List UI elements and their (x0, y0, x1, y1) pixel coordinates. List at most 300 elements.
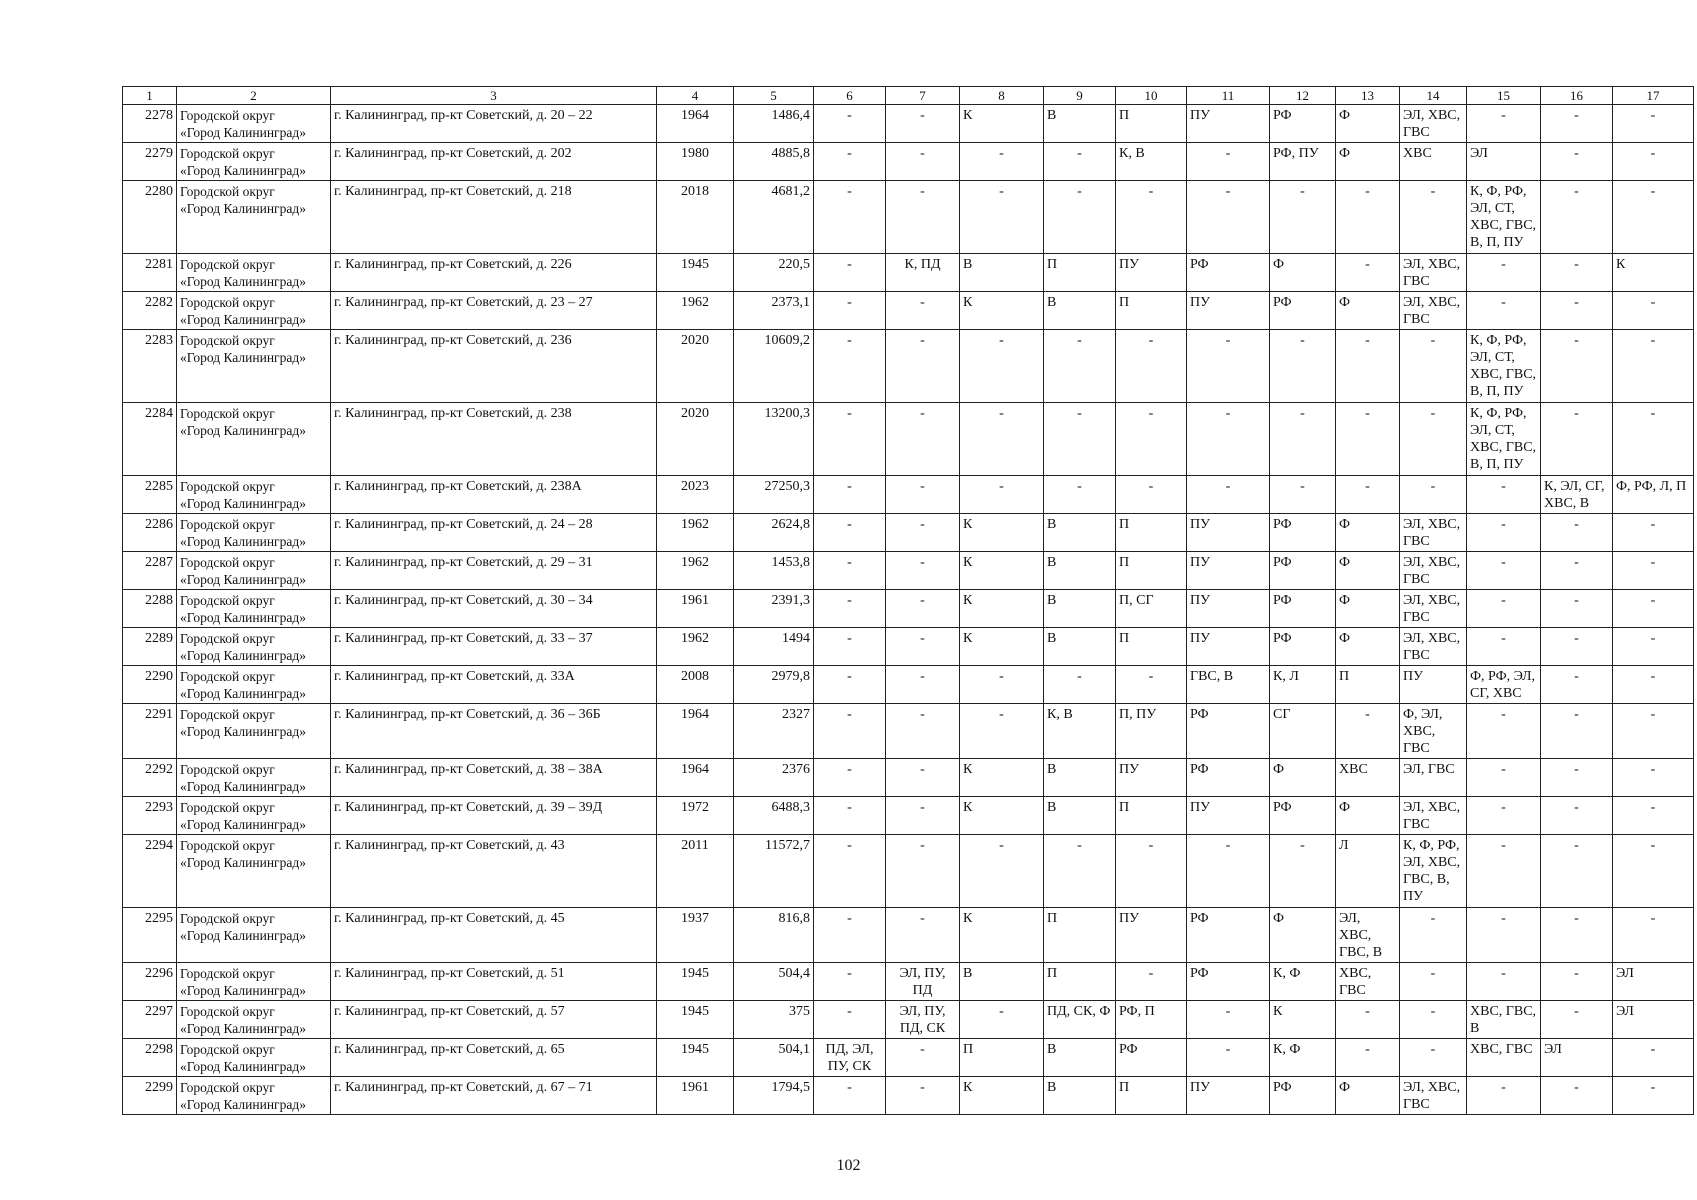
table-cell-col-2: Городской округ «Город Калининград» (177, 143, 331, 181)
column-header-11: 11 (1187, 87, 1270, 105)
table-cell-col-12: - (1270, 403, 1336, 476)
table-cell-col-3: г. Калининград, пр-кт Советский, д. 20 – 22 (331, 105, 657, 143)
table-cell-col-15: - (1467, 254, 1541, 292)
table-cell-col-4: 1937 (657, 908, 734, 963)
column-header-14: 14 (1400, 87, 1467, 105)
table-cell-col-3: г. Калининград, пр-кт Советский, д. 29 – 31 (331, 552, 657, 590)
table-cell-col-5: 2373,1 (734, 292, 814, 330)
table-cell-col-3: г. Калининград, пр-кт Советский, д. 67 – 71 (331, 1077, 657, 1115)
table-row (123, 759, 1694, 797)
table-cell-col-6: ПД, ЭЛ, ПУ, СК (814, 1039, 886, 1077)
table-cell-col-1: 2287 (123, 552, 177, 590)
table-row (123, 476, 1694, 514)
column-header-7: 7 (886, 87, 960, 105)
table-cell-col-14: ЭЛ, ХВС, ГВС (1400, 1077, 1467, 1115)
table-row (123, 254, 1694, 292)
table-cell-col-15: - (1467, 704, 1541, 759)
column-header-6: 6 (814, 87, 886, 105)
table-cell-col-15: К, Ф, РФ, ЭЛ, СТ, ХВС, ГВС, В, П, ПУ (1467, 181, 1541, 254)
table-row (123, 514, 1694, 552)
table-cell-col-11: - (1187, 1039, 1270, 1077)
table-cell-col-16: - (1541, 292, 1613, 330)
table-cell-col-6: - (814, 514, 886, 552)
table-cell-col-7: - (886, 514, 960, 552)
table-cell-col-1: 2289 (123, 628, 177, 666)
table-cell-col-13: Ф (1336, 292, 1400, 330)
table-cell-col-10: - (1116, 181, 1187, 254)
table-cell-col-9: - (1044, 835, 1116, 908)
table-cell-col-15: - (1467, 835, 1541, 908)
table-cell-col-17: - (1613, 552, 1694, 590)
table-cell-col-10: П (1116, 105, 1187, 143)
table-cell-col-5: 2979,8 (734, 666, 814, 704)
table-cell-col-17: - (1613, 514, 1694, 552)
table-row (123, 797, 1694, 835)
table-cell-col-7: - (886, 181, 960, 254)
table-cell-col-17: - (1613, 330, 1694, 403)
table-cell-col-1: 2294 (123, 835, 177, 908)
table-cell-col-12: К, Л (1270, 666, 1336, 704)
table-cell-col-1: 2291 (123, 704, 177, 759)
table-cell-col-10: РФ (1116, 1039, 1187, 1077)
table-cell-col-9: В (1044, 590, 1116, 628)
column-header-1: 1 (123, 87, 177, 105)
table-cell-col-8: - (960, 1001, 1044, 1039)
table-cell-col-15: К, Ф, РФ, ЭЛ, СТ, ХВС, ГВС, В, П, ПУ (1467, 330, 1541, 403)
table-cell-col-10: ПУ (1116, 759, 1187, 797)
column-header-16: 16 (1541, 87, 1613, 105)
table-cell-col-4: 1972 (657, 797, 734, 835)
table-cell-col-2: Городской округ «Город Калининград» (177, 292, 331, 330)
table-cell-col-4: 1962 (657, 628, 734, 666)
table-cell-col-12: РФ (1270, 514, 1336, 552)
table-cell-col-7: - (886, 835, 960, 908)
table-cell-col-13: Ф (1336, 590, 1400, 628)
table-cell-col-4: 1964 (657, 105, 734, 143)
table-cell-col-15: ЭЛ (1467, 143, 1541, 181)
table-cell-col-17: - (1613, 628, 1694, 666)
table-cell-col-4: 1945 (657, 1039, 734, 1077)
table-row (123, 1039, 1694, 1077)
table-cell-col-8: К (960, 1077, 1044, 1115)
column-header-9: 9 (1044, 87, 1116, 105)
table-cell-col-16: - (1541, 759, 1613, 797)
table-cell-col-14: ЭЛ, ХВС, ГВС (1400, 590, 1467, 628)
table-cell-col-16: - (1541, 963, 1613, 1001)
table-cell-col-8: К (960, 908, 1044, 963)
table-cell-col-8: - (960, 476, 1044, 514)
table-cell-col-11: РФ (1187, 254, 1270, 292)
table-cell-col-15: - (1467, 797, 1541, 835)
table-row (123, 963, 1694, 1001)
table-cell-col-14: ЭЛ, ХВС, ГВС (1400, 105, 1467, 143)
table-cell-col-7: - (886, 552, 960, 590)
table-cell-col-11: РФ (1187, 963, 1270, 1001)
table-cell-col-16: - (1541, 1001, 1613, 1039)
table-cell-col-1: 2292 (123, 759, 177, 797)
table-cell-col-10: К, В (1116, 143, 1187, 181)
table-cell-col-9: К, В (1044, 704, 1116, 759)
table-cell-col-9: - (1044, 181, 1116, 254)
table-cell-col-2: Городской округ «Город Калининград» (177, 759, 331, 797)
table-cell-col-7: ЭЛ, ПУ, ПД (886, 963, 960, 1001)
table-cell-col-7: - (886, 759, 960, 797)
table-cell-col-5: 1794,5 (734, 1077, 814, 1115)
table-cell-col-8: К (960, 514, 1044, 552)
table-cell-col-9: П (1044, 963, 1116, 1001)
table-cell-col-14: ЭЛ, ГВС (1400, 759, 1467, 797)
table-cell-col-6: - (814, 1077, 886, 1115)
table-cell-col-6: - (814, 181, 886, 254)
table-cell-col-13: - (1336, 254, 1400, 292)
table-cell-col-13: Ф (1336, 105, 1400, 143)
table-cell-col-14: - (1400, 908, 1467, 963)
table-cell-col-1: 2298 (123, 1039, 177, 1077)
table-cell-col-2: Городской округ «Город Калининград» (177, 254, 331, 292)
table-row (123, 1077, 1694, 1115)
table-cell-col-3: г. Калининград, пр-кт Советский, д. 45 (331, 908, 657, 963)
table-cell-col-4: 2020 (657, 330, 734, 403)
table-cell-col-12: РФ (1270, 590, 1336, 628)
column-header-4: 4 (657, 87, 734, 105)
table-cell-col-3: г. Калининград, пр-кт Советский, д. 30 – 34 (331, 590, 657, 628)
table-cell-col-9: П (1044, 254, 1116, 292)
table-cell-col-13: - (1336, 704, 1400, 759)
table-cell-col-17: - (1613, 908, 1694, 963)
table-cell-col-16: - (1541, 181, 1613, 254)
table-row (123, 835, 1694, 908)
table-cell-col-10: ПУ (1116, 254, 1187, 292)
table-cell-col-10: П (1116, 552, 1187, 590)
table-cell-col-9: В (1044, 514, 1116, 552)
table-cell-col-6: - (814, 628, 886, 666)
table-cell-col-12: - (1270, 330, 1336, 403)
table-cell-col-6: - (814, 143, 886, 181)
table-cell-col-3: г. Калининград, пр-кт Советский, д. 65 (331, 1039, 657, 1077)
column-header-10: 10 (1116, 87, 1187, 105)
table-cell-col-17: - (1613, 666, 1694, 704)
table-cell-col-2: Городской округ «Город Калининград» (177, 476, 331, 514)
table-cell-col-15: - (1467, 292, 1541, 330)
table-cell-col-7: - (886, 908, 960, 963)
table-cell-col-4: 1964 (657, 704, 734, 759)
table-cell-col-3: г. Калининград, пр-кт Советский, д. 202 (331, 143, 657, 181)
table-cell-col-13: Ф (1336, 1077, 1400, 1115)
table-cell-col-14: - (1400, 963, 1467, 1001)
table-cell-col-6: - (814, 704, 886, 759)
table-cell-col-4: 2018 (657, 181, 734, 254)
table-cell-col-12: РФ (1270, 105, 1336, 143)
table-cell-col-4: 1962 (657, 552, 734, 590)
table-cell-col-14: - (1400, 330, 1467, 403)
table-cell-col-14: - (1400, 1001, 1467, 1039)
table-cell-col-16: - (1541, 330, 1613, 403)
table-cell-col-15: - (1467, 105, 1541, 143)
table-cell-col-7: - (886, 704, 960, 759)
table-cell-col-9: В (1044, 105, 1116, 143)
table-cell-col-12: РФ (1270, 797, 1336, 835)
table-cell-col-4: 1945 (657, 254, 734, 292)
table-cell-col-6: - (814, 797, 886, 835)
table-cell-col-12: - (1270, 476, 1336, 514)
table-cell-col-17: К (1613, 254, 1694, 292)
table-cell-col-8: - (960, 666, 1044, 704)
table-cell-col-7: - (886, 403, 960, 476)
table-cell-col-5: 2624,8 (734, 514, 814, 552)
table-cell-col-8: - (960, 704, 1044, 759)
table-cell-col-15: Ф, РФ, ЭЛ, СГ, ХВС (1467, 666, 1541, 704)
column-header-15: 15 (1467, 87, 1541, 105)
table-cell-col-13: - (1336, 1039, 1400, 1077)
table-cell-col-7: - (886, 797, 960, 835)
table-cell-col-9: В (1044, 552, 1116, 590)
table-cell-col-11: ПУ (1187, 292, 1270, 330)
table-cell-col-2: Городской округ «Город Калининград» (177, 908, 331, 963)
table-cell-col-5: 816,8 (734, 908, 814, 963)
table-row (123, 628, 1694, 666)
table-cell-col-14: ЭЛ, ХВС, ГВС (1400, 797, 1467, 835)
table-header (123, 87, 1694, 105)
table-cell-col-6: - (814, 552, 886, 590)
table-cell-col-8: К (960, 797, 1044, 835)
table-cell-col-9: В (1044, 797, 1116, 835)
table-cell-col-10: - (1116, 963, 1187, 1001)
table-cell-col-4: 2008 (657, 666, 734, 704)
table-cell-col-10: РФ, П (1116, 1001, 1187, 1039)
table-cell-col-13: Л (1336, 835, 1400, 908)
table-cell-col-3: г. Калининград, пр-кт Советский, д. 38 – 38А (331, 759, 657, 797)
table-cell-col-9: - (1044, 666, 1116, 704)
table-cell-col-1: 2284 (123, 403, 177, 476)
table-cell-col-12: РФ (1270, 292, 1336, 330)
table-cell-col-17: - (1613, 797, 1694, 835)
table-cell-col-10: П (1116, 797, 1187, 835)
table-row (123, 143, 1694, 181)
table-cell-col-6: - (814, 908, 886, 963)
table-cell-col-15: - (1467, 476, 1541, 514)
table-row (123, 1001, 1694, 1039)
table-cell-col-7: - (886, 1039, 960, 1077)
table-cell-col-12: РФ (1270, 1077, 1336, 1115)
table-cell-col-9: В (1044, 292, 1116, 330)
table-cell-col-8: К (960, 759, 1044, 797)
table-cell-col-12: РФ (1270, 628, 1336, 666)
table-cell-col-16: - (1541, 908, 1613, 963)
table-cell-col-6: - (814, 105, 886, 143)
table-cell-col-14: - (1400, 1039, 1467, 1077)
table-cell-col-10: - (1116, 403, 1187, 476)
table-cell-col-16: ЭЛ (1541, 1039, 1613, 1077)
table-cell-col-2: Городской округ «Город Калининград» (177, 797, 331, 835)
table-cell-col-6: - (814, 330, 886, 403)
table-cell-col-9: - (1044, 476, 1116, 514)
table-cell-col-17: Ф, РФ, Л, П (1613, 476, 1694, 514)
table-cell-col-9: В (1044, 628, 1116, 666)
table-cell-col-6: - (814, 963, 886, 1001)
table-cell-col-3: г. Калининград, пр-кт Советский, д. 36 – 36Б (331, 704, 657, 759)
table-cell-col-13: Ф (1336, 552, 1400, 590)
table-cell-col-6: - (814, 403, 886, 476)
table-cell-col-16: - (1541, 403, 1613, 476)
table-cell-col-4: 1945 (657, 963, 734, 1001)
table-cell-col-2: Городской округ «Город Калининград» (177, 666, 331, 704)
table-cell-col-16: - (1541, 835, 1613, 908)
table-row (123, 666, 1694, 704)
table-cell-col-9: - (1044, 403, 1116, 476)
table-cell-col-17: - (1613, 403, 1694, 476)
table-cell-col-10: П, СГ (1116, 590, 1187, 628)
table-cell-col-14: ЭЛ, ХВС, ГВС (1400, 628, 1467, 666)
table-cell-col-3: г. Калининград, пр-кт Советский, д. 51 (331, 963, 657, 1001)
table-cell-col-15: К, Ф, РФ, ЭЛ, СТ, ХВС, ГВС, В, П, ПУ (1467, 403, 1541, 476)
table-cell-col-9: ПД, СК, Ф (1044, 1001, 1116, 1039)
table-cell-col-12: РФ, ПУ (1270, 143, 1336, 181)
table-cell-col-15: - (1467, 628, 1541, 666)
table-cell-col-2: Городской округ «Город Калининград» (177, 1077, 331, 1115)
table-cell-col-10: - (1116, 330, 1187, 403)
table-cell-col-15: - (1467, 1077, 1541, 1115)
table-cell-col-8: - (960, 181, 1044, 254)
table-cell-col-12: - (1270, 835, 1336, 908)
table-cell-col-6: - (814, 590, 886, 628)
table-cell-col-6: - (814, 254, 886, 292)
table-cell-col-13: Ф (1336, 797, 1400, 835)
table-cell-col-7: - (886, 476, 960, 514)
table-cell-col-9: - (1044, 143, 1116, 181)
table-cell-col-8: В (960, 254, 1044, 292)
table-cell-col-6: - (814, 292, 886, 330)
table-cell-col-5: 220,5 (734, 254, 814, 292)
table-cell-col-11: - (1187, 330, 1270, 403)
table-cell-col-2: Городской округ «Город Калининград» (177, 835, 331, 908)
table-cell-col-10: П (1116, 628, 1187, 666)
table-row (123, 552, 1694, 590)
column-header-8: 8 (960, 87, 1044, 105)
table-cell-col-5: 2327 (734, 704, 814, 759)
table-cell-col-13: ХВС, ГВС (1336, 963, 1400, 1001)
table-cell-col-8: - (960, 143, 1044, 181)
table-cell-col-15: ХВС, ГВС (1467, 1039, 1541, 1077)
table-cell-col-12: Ф (1270, 908, 1336, 963)
table-cell-col-1: 2295 (123, 908, 177, 963)
table-cell-col-8: - (960, 330, 1044, 403)
table-cell-col-1: 2282 (123, 292, 177, 330)
table-cell-col-12: Ф (1270, 254, 1336, 292)
table-cell-col-17: - (1613, 105, 1694, 143)
table-cell-col-8: К (960, 628, 1044, 666)
table-cell-col-3: г. Калининград, пр-кт Советский, д. 226 (331, 254, 657, 292)
table-cell-col-1: 2281 (123, 254, 177, 292)
table-cell-col-5: 10609,2 (734, 330, 814, 403)
table-cell-col-11: ПУ (1187, 105, 1270, 143)
table-cell-col-4: 1962 (657, 514, 734, 552)
table-cell-col-1: 2293 (123, 797, 177, 835)
table-cell-col-5: 4681,2 (734, 181, 814, 254)
table-cell-col-6: - (814, 835, 886, 908)
table-cell-col-13: Ф (1336, 514, 1400, 552)
table-cell-col-11: ПУ (1187, 797, 1270, 835)
table-cell-col-10: - (1116, 835, 1187, 908)
table-row (123, 908, 1694, 963)
table-cell-col-17: ЭЛ (1613, 963, 1694, 1001)
table-cell-col-8: - (960, 835, 1044, 908)
table-row (123, 704, 1694, 759)
table-cell-col-14: К, Ф, РФ, ЭЛ, ХВС, ГВС, В, ПУ (1400, 835, 1467, 908)
table-cell-col-5: 13200,3 (734, 403, 814, 476)
table-cell-col-16: - (1541, 704, 1613, 759)
table-cell-col-5: 504,4 (734, 963, 814, 1001)
table-cell-col-2: Городской округ «Город Калининград» (177, 181, 331, 254)
table-cell-col-5: 11572,7 (734, 835, 814, 908)
table-cell-col-17: - (1613, 292, 1694, 330)
table-cell-col-12: - (1270, 181, 1336, 254)
table-cell-col-7: - (886, 143, 960, 181)
table-cell-col-3: г. Калининград, пр-кт Советский, д. 33А (331, 666, 657, 704)
table-cell-col-1: 2288 (123, 590, 177, 628)
table-cell-col-5: 6488,3 (734, 797, 814, 835)
table-row (123, 403, 1694, 476)
table-cell-col-13: П (1336, 666, 1400, 704)
column-header-17: 17 (1613, 87, 1694, 105)
table-cell-col-1: 2279 (123, 143, 177, 181)
table-cell-col-13: - (1336, 1001, 1400, 1039)
table-cell-col-4: 1964 (657, 759, 734, 797)
table-row (123, 330, 1694, 403)
table-cell-col-11: - (1187, 143, 1270, 181)
table-cell-col-11: ПУ (1187, 552, 1270, 590)
table-cell-col-2: Городской округ «Город Калининград» (177, 963, 331, 1001)
table-cell-col-4: 2023 (657, 476, 734, 514)
table-cell-col-9: В (1044, 759, 1116, 797)
table-cell-col-1: 2290 (123, 666, 177, 704)
column-header-2: 2 (177, 87, 331, 105)
table-cell-col-17: - (1613, 143, 1694, 181)
table-cell-col-11: - (1187, 181, 1270, 254)
table-cell-col-3: г. Калининград, пр-кт Советский, д. 43 (331, 835, 657, 908)
table-cell-col-13: - (1336, 181, 1400, 254)
table-cell-col-15: - (1467, 908, 1541, 963)
table-cell-col-1: 2285 (123, 476, 177, 514)
table-cell-col-8: - (960, 403, 1044, 476)
table-cell-col-12: РФ (1270, 552, 1336, 590)
table-cell-col-15: - (1467, 759, 1541, 797)
table-cell-col-14: ЭЛ, ХВС, ГВС (1400, 254, 1467, 292)
table-cell-col-10: - (1116, 476, 1187, 514)
table-cell-col-5: 1453,8 (734, 552, 814, 590)
table-cell-col-3: г. Калининград, пр-кт Советский, д. 24 – 28 (331, 514, 657, 552)
table-cell-col-11: ГВС, В (1187, 666, 1270, 704)
table-cell-col-11: РФ (1187, 704, 1270, 759)
table-cell-col-16: - (1541, 666, 1613, 704)
table-cell-col-14: ПУ (1400, 666, 1467, 704)
table-cell-col-11: - (1187, 476, 1270, 514)
table-cell-col-2: Городской округ «Город Калининград» (177, 330, 331, 403)
table-cell-col-8: П (960, 1039, 1044, 1077)
table-cell-col-8: В (960, 963, 1044, 1001)
table-body (123, 105, 1694, 1115)
table-cell-col-1: 2283 (123, 330, 177, 403)
table-cell-col-12: СГ (1270, 704, 1336, 759)
table-cell-col-10: П, ПУ (1116, 704, 1187, 759)
table-cell-col-4: 2020 (657, 403, 734, 476)
table-cell-col-14: ЭЛ, ХВС, ГВС (1400, 292, 1467, 330)
table-cell-col-11: - (1187, 403, 1270, 476)
table-cell-col-12: К, Ф (1270, 963, 1336, 1001)
table-cell-col-10: П (1116, 1077, 1187, 1115)
table-cell-col-9: В (1044, 1077, 1116, 1115)
table-cell-col-1: 2280 (123, 181, 177, 254)
table-cell-col-16: - (1541, 514, 1613, 552)
